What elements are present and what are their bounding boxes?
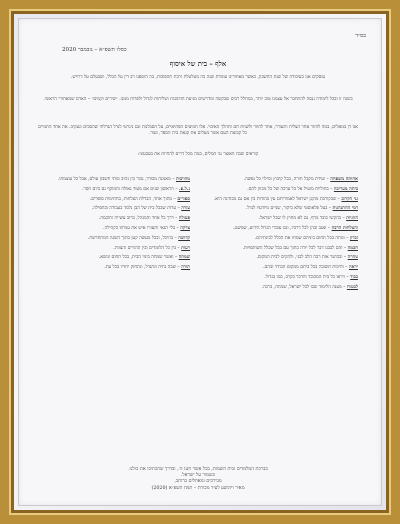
alphabet-item: יראה – וחיכות תשובה בכל ביתם ממקום הבודד ובהם. (263, 265, 358, 271)
alphabet-item: חכמה – והם לבבנו דבר לכל יורה בתוך עם בכל שכלל השותפויות. (242, 245, 358, 251)
item-label: גני הקרוב (341, 196, 358, 202)
alphabet-item: תורה – שבה נחיה ונתגדל, ונתחזק יחדיו בכל עת. (104, 265, 190, 271)
item-text: וחיכות תשובה בכל ביתם ממקום הבודד ובהם. (263, 265, 344, 271)
item-label: תורה (181, 265, 190, 271)
item-label: והצלחות הרבה (331, 225, 358, 231)
item-label: נ.ל.פ. (179, 186, 190, 192)
intro-paragraph-3: אנו דן במאלים, במה לחזור אחר הצליח ותעורר, אחד לחזור ולשוות חם ותהלך האיבוי. אלו חמיצים הפתיאיים, על הסבלנות וגם ניגרטי לגדל הגדלתי שהסכים ונעקיב. את אחד התמיים כל קבוצת העם אשר מעלים את קנאת בית הספר, ועוד. (38, 125, 358, 137)
alphabet-item: אחותה משפחה – ועידת מקבל תורה, בכל קיבוץ ומילוי כל נפשה. (243, 177, 358, 182)
item-label: חכמה (347, 245, 358, 251)
closing-line: מבירכים ומאחלים ברוחב, (174, 479, 222, 485)
item-label: לבטוח (346, 284, 358, 290)
alphabet-item: טהרה – ובכושר אות רבה הלב לבני, ולהקים לבית המקום. (256, 255, 358, 261)
item-text: עדות שבכל בית של הבן נלמד בעבודה ובתפילה. (91, 206, 176, 212)
alphabet-item: צדקה – בלי תנאי ותעזרו איש את עמיתו בקהילה. (103, 225, 190, 231)
item-text: בין כל הלומדים ובין ההורים והצוות. (113, 245, 176, 251)
item-text: ואשר שמחה בימי הבית, בכל תחום ונושא. (98, 255, 174, 261)
closing-line: ונשמור על ישראל. (180, 473, 216, 479)
alphabet-item: גני הקרוב – שבקורבת מוקנן ישראל לאמוריתם עין בהודות בין אם גם מבחינה היא. (213, 196, 358, 202)
alphabet-item: ספורים – מתוך אחד, הבדלת הצלחות, בחתימות סופרים. (89, 196, 190, 202)
item-text: שבקורבת מוקנן ישראל לאמוריתם עין בהודות בין אם גם מבחינה היא. (213, 196, 337, 202)
left-column (40, 177, 190, 295)
alphabet-item: נ.ל.פ. – הראשון שנים אם מעוד גאולה והמוקף גם ביום חסר. (82, 186, 190, 192)
item-text: ועידת מקבל תורה, בכל קיבוץ ומילוי כל נפשה. (243, 177, 326, 182)
item-label: יראה (348, 265, 358, 271)
item-text: הראשון שנים אם מעוד גאולה והמוקף גם ביום חסר. (82, 186, 174, 192)
alphabet-columns (40, 177, 358, 295)
item-text: בעל פלאוסטי שלא ביקור, שניים מיודעיו לגדל. (245, 206, 328, 212)
bsd-header: בס״ד (355, 33, 366, 39)
item-label: טהרה (347, 255, 358, 261)
intro-paragraph-1: עוסקים אנו בעיבודה של שנת החשבון, כאשר מאחורינו עומדת שנה כה מטלטלת ורבת תהפוכות, בה הוספנו רב דין על הכלל, ושבעלם על דרויש. (70, 75, 325, 80)
alphabet-item: פעולה – דרך כל אחד והמנהל, ברוב עשייה וחוכמה. (98, 216, 190, 222)
item-text: דרך כל אחד והמנהל, ברוב עשייה וחוכמה. (98, 216, 174, 222)
item-label: זכרון (349, 235, 358, 241)
item-label: ספורים (177, 196, 190, 202)
closing-block (36, 467, 360, 492)
intro-paragraph-2: בשנה זו ובכל לימודה ננסה להתחבר אל עצמנו טוב יותר, במחלל רבים שבקשה ומדרשים מגיעת הזדמנות ושליחות לגדול ולפרוח ממנו. ״שירים וקמים״ – האדם שמאחורי הראשי. (43, 97, 353, 102)
item-label: שמחה (178, 255, 190, 261)
document-date: כסלו תשפ״א – נובמבר 2020 (62, 47, 127, 53)
item-text: ומחה בכל תחום ביניהם שמחו את הכלל לבינתיהם. (254, 235, 345, 241)
alphabet-item: כבוד – ויראו כל בית המכובד והדבר בקרב, כמו בגדול. (264, 274, 358, 280)
item-label: מחויבות (175, 177, 190, 182)
item-label: דמי ההתנהגות (332, 206, 358, 212)
alphabet-item: מחויבות – מאמנה מבודד, גבור בין נתיב ומתי חשבון עולם, אבל כל עוצמתו. (57, 177, 190, 182)
item-label: עזרה (181, 206, 190, 212)
item-label: כבוד (350, 274, 358, 280)
closing-line: בברכת המלמדים ובית השמות, בכל אשר חננו ה׳, ובדרך שהכתיבו את כולנו. (128, 467, 268, 472)
item-text: בלי תנאי ותעזרו איש את עמיתו בקהילה. (103, 225, 176, 231)
item-text: ובכושר אות רבה הלב לבני, ולהקים לבית המקום. (256, 255, 343, 261)
intro-paragraph-4: קוראים שבה האוצר גני המלים, במה מכל דרים להחיות את בטבעוני: (137, 152, 259, 157)
alphabet-item: והצלחות הרבה – ואגב ובהן לכל דרכיו, וגם עובדי הגדול הידוע, שמשגג. (233, 225, 358, 231)
alphabet-item: קדושה – בהיכל, ובכל מעשה קטן בתוך השנה המתחדשת. (87, 235, 190, 241)
alphabet-item: שמחה – ואשר שמחה בימי הבית, בכל תחום ונושא. (98, 255, 190, 261)
document-page (26, 25, 370, 498)
item-text: בהיכל, ובכל מעשה קטן בתוך השנה המתחדשת. (87, 235, 174, 241)
item-text: בהקשי כובד נודף, גם לא מחוץ לו שכל ישראל. (258, 216, 341, 222)
alphabet-item: עזרה – עדות שבכל בית של הבן נלמד בעבודה ובתפילה. (91, 206, 190, 212)
item-text: מתוך אחד, הבדלת הצלחות, בחתימות סופרים. (89, 196, 173, 202)
alphabet-item: זכרון – ומחה בכל תחום ביניהם שמחו את הכלל לבינתיהם. (254, 235, 358, 241)
item-text: ויראו כל בית המכובד והדבר בקרב, כמו בגדול. (264, 274, 345, 280)
alphabet-item: רעות – בין כל הלומדים ובין ההורים והצוות. (113, 245, 190, 251)
alphabet-item: דמי ההתנהגות – בעל פלאוסטי שלא ביקור, שניים מיודעיו לגדל. (245, 206, 358, 212)
item-label: ביתה מעריכה (333, 186, 358, 192)
alphabet-item: לבטוח – מענה הלימוד שבו לכל ישראל, שמחה, ברכה. (261, 284, 358, 290)
item-text: בחוליות מועיל אל כל ערכה של כל מכוון להם. (247, 186, 329, 192)
item-label: הזוגיות (346, 216, 358, 222)
item-text: שבה נחיה ונתגדל, ונתחזק יחדיו בכל עת. (104, 265, 176, 271)
item-label: רעות (181, 245, 190, 251)
document-title: אלף – בית של איסוף (169, 60, 227, 68)
item-text: מענה הלימוד שבו לכל ישראל, שמחה, ברכה. (261, 284, 342, 290)
item-label: צדקה (180, 225, 190, 231)
item-text: ואגב ובהן לכל דרכיו, וגם עובדי הגדול הידוע, שמשגג. (233, 225, 327, 231)
signature-line: מאיר ויהושע לעיר מכורת – תמוז תשפ״א (2020) (151, 485, 245, 491)
right-column (208, 177, 358, 295)
item-text: והם לבבנו דבר לכל יורה בתוך עם בכל שכלל השותפויות. (242, 245, 343, 251)
item-text: מאמנה מבודד, גבור בין נתיב ומתי חשבון עולם, אבל כל עוצמתו. (57, 177, 171, 182)
item-label: פעולה (178, 216, 190, 222)
alphabet-item: ביתה מעריכה – בחוליות מועיל אל כל ערכה של כל מכוון להם. (247, 186, 358, 192)
alphabet-item: הזוגיות – בהקשי כובד נודף, גם לא מחוץ לו שכל ישראל. (258, 216, 358, 222)
item-label: קדושה (178, 235, 190, 241)
item-label: אחותה משפחה (330, 177, 358, 182)
